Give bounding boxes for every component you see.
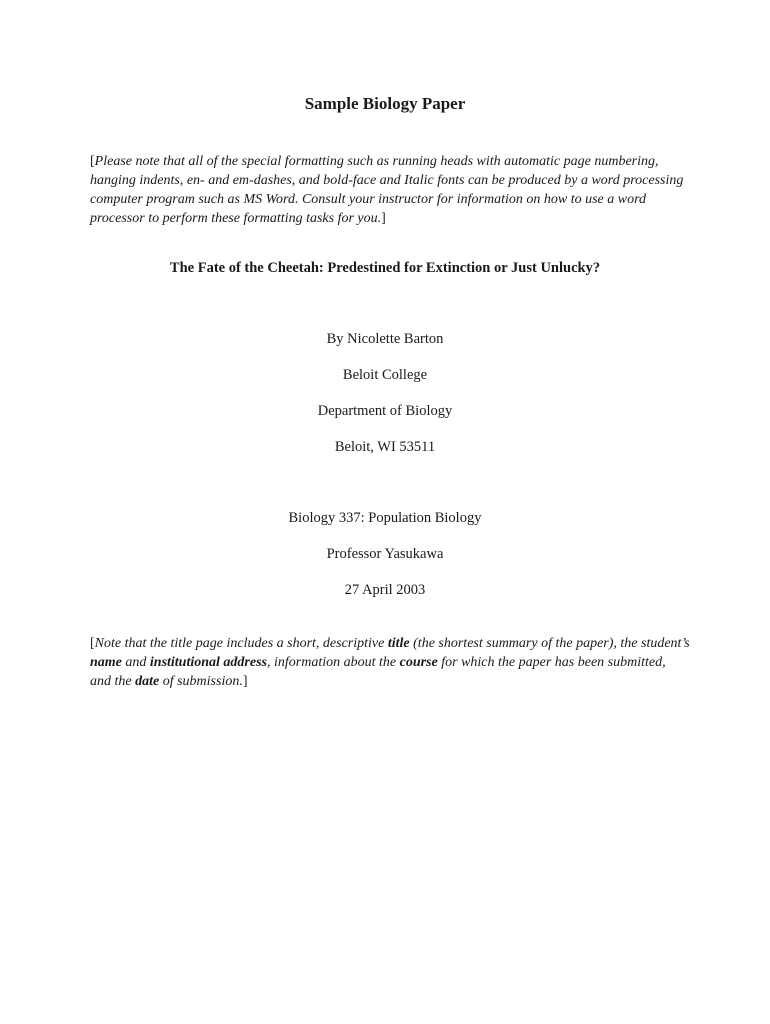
- course-name: Biology 337: Population Biology: [288, 510, 482, 526]
- note-emphasis: course: [399, 655, 438, 670]
- author-name: By Nicolette Barton: [326, 331, 444, 347]
- institution-location: Beloit, WI 53511: [334, 439, 436, 455]
- note-text: of submission.: [159, 674, 243, 689]
- formatting-note: [90, 152, 690, 228]
- title-page-note: [90, 634, 690, 691]
- note-emphasis: name: [90, 655, 122, 670]
- note-text: , information about the: [266, 655, 400, 670]
- note-emphasis: date: [135, 674, 160, 689]
- professor-name: Professor Yasukawa: [326, 546, 444, 562]
- note-emphasis: institutional address: [149, 655, 267, 670]
- paper-title: The Fate of the Cheetah: Predestined for Extinction or Just Unlucky?: [169, 260, 601, 276]
- formatting-note-text: Please note that all of the special formatting such as running heads with automatic page numbering, hanging indents, en- and em-dashes, and bold-face and Italic fonts can be produced by a word processing computer program such as MS Word. Consult your instructor for information on how to use a word processor to perform these formatting tasks for you.: [90, 154, 684, 226]
- note-text: for which the paper has been submitted, and the: [90, 655, 666, 689]
- institution-name: Beloit College: [342, 367, 428, 383]
- department-name: Department of Biology: [317, 403, 453, 419]
- note-text: (the shortest summary of the paper), the student’s: [409, 636, 690, 651]
- document-title: Sample Biology Paper: [304, 94, 466, 113]
- note-text: and: [121, 655, 150, 670]
- note-close-bracket: ]: [381, 211, 386, 226]
- note-open-bracket: [: [90, 154, 95, 169]
- note-close-bracket: ]: [242, 674, 248, 689]
- note-open-bracket: [: [90, 636, 95, 651]
- submission-date: 27 April 2003: [344, 582, 426, 598]
- note-emphasis: title: [387, 636, 410, 651]
- note-text: Note that the title page includes a short, descriptive: [94, 636, 388, 651]
